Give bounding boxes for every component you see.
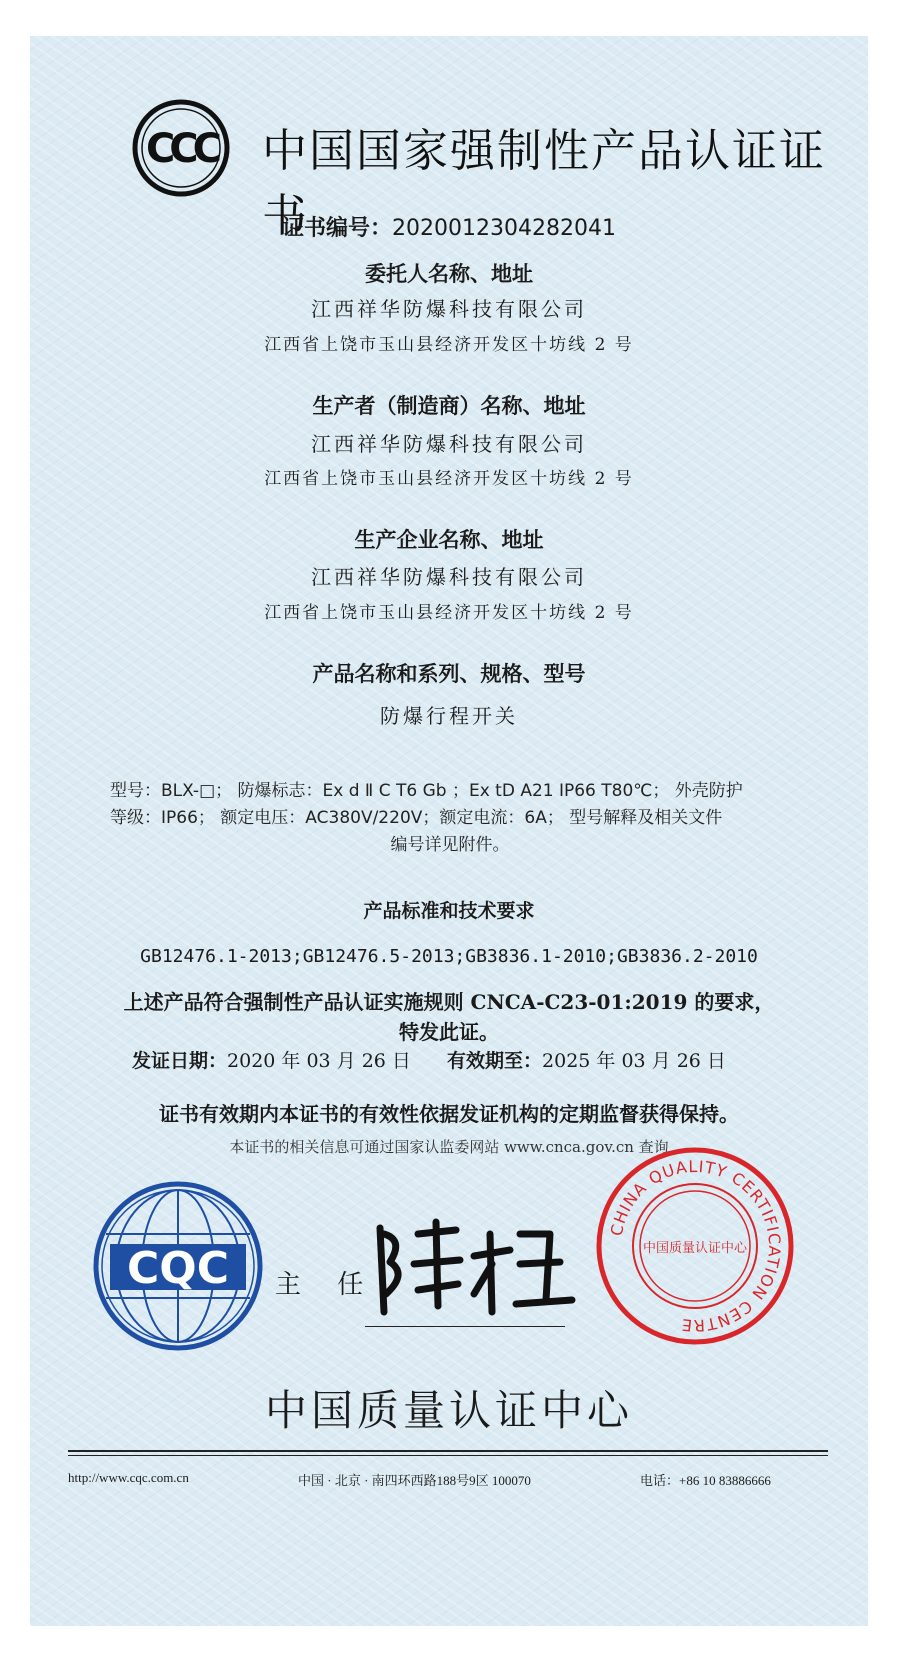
validity-note: 证书有效期内本证书的有效性依据发证机构的定期监督获得保持。 xyxy=(159,1102,739,1126)
query-note: 本证书的相关信息可通过国家认监委网站 www.cnca.gov.cn 查询 xyxy=(229,1138,669,1156)
official-seal xyxy=(595,1146,795,1346)
footer-divider xyxy=(68,1450,828,1452)
director-signature xyxy=(360,1204,580,1324)
applicant-address: 江西省上饶市玉山县经济开发区十坊线 2 号 xyxy=(264,335,634,355)
footer-address: 中国 · 北京 · 南四环西路188号9区 100070 xyxy=(298,1473,531,1488)
certificate-page xyxy=(30,36,868,1626)
standards-heading: 产品标准和技术要求 xyxy=(363,900,535,922)
ccc-logo xyxy=(131,98,231,198)
issue-date-label: 发证日期： xyxy=(132,1050,228,1072)
factory-address: 江西省上饶市玉山县经济开发区十坊线 2 号 xyxy=(264,603,634,623)
manufacturer-heading: 生产者（制造商）名称、地址 xyxy=(312,393,586,418)
expiry-date-label: 有效期至： xyxy=(447,1050,543,1072)
footer-divider-thin xyxy=(68,1455,828,1456)
certificate-number-label: 证书编号： xyxy=(282,216,393,241)
footer-phone: 电话：+86 10 83886666 xyxy=(640,1473,771,1488)
seal-inner-text: 中国质量认证中心 xyxy=(642,1241,748,1256)
dates-row xyxy=(132,1046,726,1073)
cqc-logo xyxy=(88,1176,268,1356)
manufacturer-name: 江西祥华防爆科技有限公司 xyxy=(311,432,587,456)
footer-website[interactable]: http://www.cqc.com.cn xyxy=(68,1470,189,1485)
factory-name: 江西祥华防爆科技有限公司 xyxy=(311,565,587,589)
compliance-line-2: 特发此证。 xyxy=(399,1020,499,1044)
product-heading: 产品名称和系列、规格、型号 xyxy=(312,661,586,686)
manufacturer-address: 江西省上饶市玉山县经济开发区十坊线 2 号 xyxy=(264,469,634,489)
product-spec-line-2: 等级：IP66； 额定电压：AC380V/220V；额定电流：6A； 型号解释及相关文件 xyxy=(110,808,723,828)
issue-date: 2020 年 03 月 26 日 xyxy=(227,1050,411,1072)
standards-list: GB12476.1-2013;GB12476.5-2013;GB3836.1-2010;GB3836.2-2010 xyxy=(140,946,758,967)
product-spec-line-1: 型号：BLX-□； 防爆标志：Ex d Ⅱ C T6 Gb ；Ex tD A21 IP66 T80℃； 外壳防护 xyxy=(110,781,743,801)
applicant-heading: 委托人名称、地址 xyxy=(365,261,533,286)
factory-heading: 生产企业名称、地址 xyxy=(354,527,544,552)
ccc-logo-text: CCC xyxy=(145,126,217,172)
expiry-date: 2025 年 03 月 26 日 xyxy=(542,1050,726,1072)
applicant-name: 江西祥华防爆科技有限公司 xyxy=(311,297,587,321)
seal-outer-text: CHINA QUALITY CERTIFICATION CENTRE xyxy=(606,1156,785,1336)
issuer-name: 中国质量认证中心 xyxy=(264,1386,633,1435)
certificate-number-row xyxy=(30,211,868,242)
certificate-number: 2020012304282041 xyxy=(392,216,616,241)
compliance-line-1: 上述产品符合强制性产品认证实施规则 CNCA-C23-01:2019 的要求， xyxy=(123,990,775,1014)
product-spec-line-3: 编号详见附件。 xyxy=(390,835,510,855)
director-label: 主 任： xyxy=(275,1270,418,1300)
signature-line xyxy=(365,1326,565,1327)
product-spec xyxy=(110,778,790,859)
certificate-title: 中国国家强制性产品认证证书 xyxy=(262,124,827,242)
cqc-logo-text: CQC xyxy=(127,1243,229,1294)
product-name: 防爆行程开关 xyxy=(380,704,518,728)
